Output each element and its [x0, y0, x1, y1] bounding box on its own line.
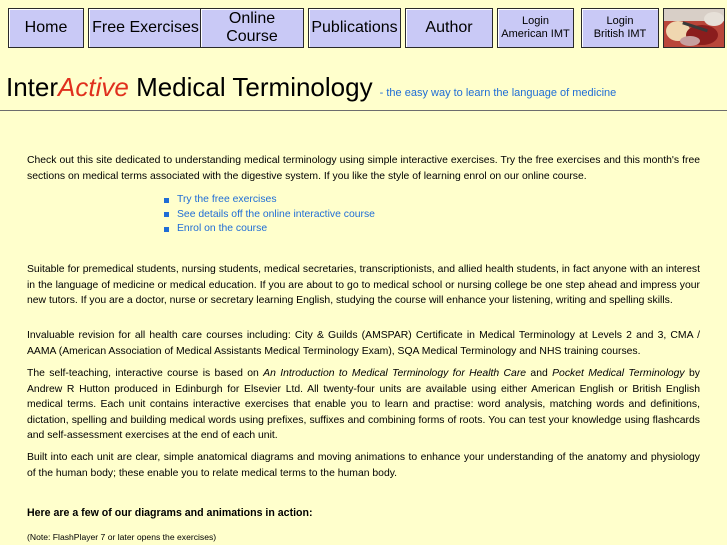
nav-online-course-label: Online Course — [226, 10, 278, 45]
link-enrol-label: Enrol on the course — [177, 223, 268, 234]
link-enrol[interactable] — [164, 222, 375, 237]
link-free-exercises[interactable] — [164, 193, 375, 208]
flashplayer-note: (Note: FlashPlayer 7 or later opens the exercises) — [27, 532, 217, 542]
quick-links — [164, 193, 375, 237]
nav-home-button[interactable] — [8, 8, 84, 48]
title-medical-terminology: Medical Terminology — [128, 72, 373, 102]
nav-login-british-label — [594, 15, 647, 41]
nav-home-label: Home — [24, 19, 68, 36]
course-description-text-c: by Andrew R Hutton produced in Edinburgh for Elsevier Ltd. All twenty-four units are available using either American English or British English medical terms. Each unit contains interactive exercises that enable you to learn and practise: word analysis, matching words and definitions, dictation, spelling and building medical words using prefixes, suffixes and combining forms of roots. You can test your knowledge using flashcards and self-assessment exercises at the end of each unit. — [27, 368, 700, 442]
nav-free-exercises-label: Free Exercises — [92, 19, 199, 36]
course-description-text-a: The self-teaching, interactive course is based on — [27, 368, 264, 379]
diagrams-paragraph: Built into each unit are clear, simple anatomical diagrams and moving animations to enhance your understanding of the anatomy and physiology of the human body; these enable you to relate medical terms to the human body. — [27, 452, 700, 479]
nav-login-british-line2: British IMT — [593, 28, 647, 40]
diagrams-heading: Here are a few of our diagrams and animations in action: — [27, 507, 313, 519]
link-free-exercises-label: Try the free exercises — [177, 194, 277, 205]
title-active: Active — [58, 72, 129, 102]
course-description-text-b: and — [526, 368, 553, 379]
course-description-paragraph — [27, 366, 700, 444]
nav-publications-label: Publications — [311, 19, 398, 36]
title-inter: Inter — [6, 72, 59, 102]
bullet-icon — [164, 198, 169, 203]
nav-login-american-label — [501, 15, 569, 41]
nav-login-american-line2: American IMT — [501, 28, 570, 40]
book-title-pocket: Pocket Medical Terminology — [552, 368, 685, 379]
nav-author-label: Author — [425, 19, 473, 36]
bullet-icon — [164, 212, 169, 217]
title-divider — [0, 110, 727, 111]
page-title — [6, 72, 616, 103]
header-photo — [663, 8, 725, 48]
title-tagline: - the easy way to learn the language of medicine — [376, 87, 617, 99]
medical-procedure-photo-icon — [664, 9, 725, 48]
bullet-icon — [164, 227, 169, 232]
nav-login-british-button[interactable] — [581, 8, 659, 48]
nav-login-american-line1: Login — [522, 15, 549, 27]
nav-login-american-button[interactable] — [497, 8, 574, 48]
revision-paragraph: Invaluable revision for all health care courses including: City & Guilds (AMSPAR) Certificate in Medical Terminology at Levels 2 and 3, CMA / AAMA (American Association of Medical Assistants Medical Terminology Exam), SQA Medical Terminology and NHS training courses. — [27, 330, 700, 357]
audience-paragraph: Suitable for premedical students, nursing students, medical secretaries, transcriptionists, and allied health students, in fact anyone with an interest in the language of medicine or medical education. If you are about to go to medical school or nursing college be one step ahead and impress your new tutors. If you are a doctor, nurse or secretary learning English, studying the course will enhance your listening, writing and spelling skills. — [27, 264, 700, 307]
nav-author-button[interactable] — [405, 8, 493, 48]
intro-paragraph: Check out this site dedicated to understanding medical terminology using simple interactive exercises. Try the free exercises and this month's free sections on medical terms associated with the digestive system. If you like the style of learning enrol on our online course. — [27, 155, 700, 182]
nav-login-british-line1: Login — [606, 15, 634, 27]
nav-publications-button[interactable] — [308, 8, 401, 48]
link-course-details[interactable] — [164, 208, 375, 223]
nav-free-exercises-button[interactable] — [88, 8, 203, 48]
link-course-details-label: See details off the online interactive course — [177, 208, 375, 220]
book-title-introduction: An Introduction to Medical Terminology for Health Care — [263, 368, 527, 379]
nav-online-course-button[interactable] — [200, 8, 304, 48]
